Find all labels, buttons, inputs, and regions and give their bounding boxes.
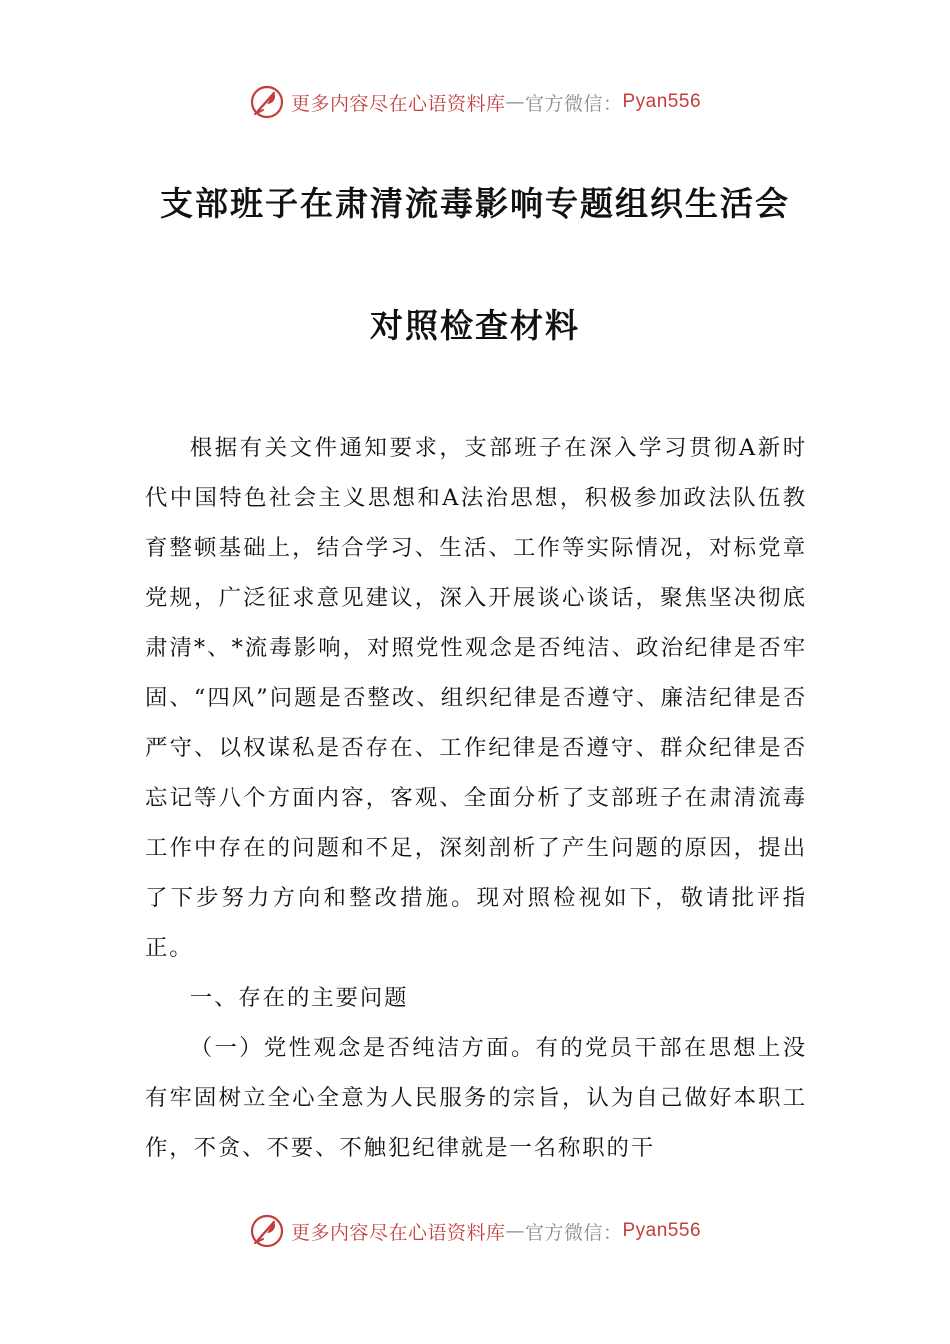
quill-logo-icon (249, 84, 285, 120)
watermark-brand: 更多内容尽在心语资料库 (290, 92, 506, 115)
section-heading: 一、存在的主要问题 (189, 985, 409, 1011)
paragraph-section-1: （一）党性观念是否纯洁方面。有的党员干部在思想上没有牢固树立全心全意为人民服务的宗旨，认为自己做好本职工作，不贪、不要、不触犯纪律就是一名称职的干 (145, 1035, 807, 1161)
watermark-dash: — (505, 1220, 525, 1242)
watermark-top (0, 82, 950, 122)
document-title-line1: 支部班子在肃清流毒影响专题组织生活会 (160, 184, 790, 223)
watermark-id: Pyan556 (622, 91, 702, 112)
watermark-bottom (0, 1211, 950, 1251)
paragraph-intro: 根据有关文件通知要求，支部班子在深入学习贯彻A新时代中国特色社会主义思想和A法治思想，积极参加政法队伍教育整顿基础上，结合学习、生活、工作等实际情况，对标党章党规，广泛征求意见建议，深入开展谈心谈话，聚焦坚决彻底肃清*、*流毒影响，对照党性观念是否纯洁、政治纪律是否牢固、“四风”问题是否整改、组织纪律是否遵守、廉洁纪律是否严守、以权谋私是否存在、工作纪律是否遵守、群众纪律是否忘记等八个方面内容，客观、全面分析了支部班子在肃清流毒工作中存在的问题和不足，深刻剖析了产生问题的原因，提出了下步努力方向和整改措施。现对照检视如下，敬请批评指正。 (145, 435, 807, 961)
watermark-id: Pyan556 (622, 1220, 702, 1241)
watermark-brand: 更多内容尽在心语资料库 (290, 1221, 506, 1244)
watermark-label: 官方微信： (524, 92, 623, 115)
watermark-dash: — (505, 91, 525, 113)
document-title-line2: 对照检查材料 (370, 306, 580, 345)
document-body (145, 423, 807, 1173)
watermark-label: 官方微信： (524, 1221, 623, 1244)
quill-logo-icon (249, 1213, 285, 1249)
